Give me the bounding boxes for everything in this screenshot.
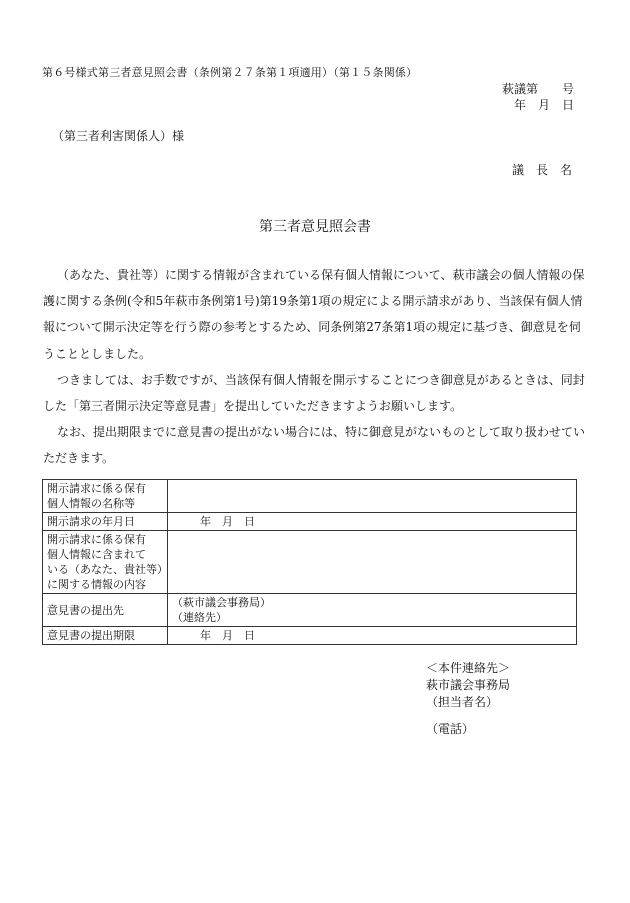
value-line: 年 月 日 xyxy=(200,629,255,642)
row-label-request-date xyxy=(43,513,168,531)
information-table xyxy=(42,479,577,645)
row-label-submission-deadline xyxy=(43,627,168,645)
row-label-info-content xyxy=(43,531,168,594)
addressee: （第三者利害関係人）様 xyxy=(52,129,185,143)
label-line: 意見書の提出期限 xyxy=(47,629,135,642)
label-line: 開示請求に係る保有 xyxy=(47,533,146,546)
row-value-info-content xyxy=(168,531,577,594)
row-value-info-name xyxy=(168,480,577,513)
contact-block xyxy=(426,660,510,738)
table-row xyxy=(43,513,577,531)
table-row xyxy=(43,531,577,594)
label-line: いる（あなた、貴社等） xyxy=(47,563,168,576)
table-row xyxy=(43,594,577,627)
row-label-info-name xyxy=(43,480,168,513)
value-line: （連絡先） xyxy=(172,611,227,624)
label-line: 意見書の提出先 xyxy=(47,603,124,617)
label-line: 個人情報に含まれて xyxy=(47,548,146,561)
contact-phone: （電話） xyxy=(426,722,475,736)
document-number: 萩議第 号 xyxy=(501,82,574,96)
label-line: 開示請求に係る保有 xyxy=(47,482,146,495)
contact-office: 萩市議会事務局 xyxy=(426,678,511,692)
table-row xyxy=(43,627,577,645)
contact-heading: ＜本件連絡先＞ xyxy=(426,661,511,675)
body-text xyxy=(43,262,588,472)
body-paragraph-3: なお、提出期限までに意見書の提出がない場合には、特に御意見がないものとして取り扱わせていただきます。 xyxy=(43,425,586,466)
body-paragraph-2: つきましては、お手数ですが、当該保有個人情報を開示することにつき御意見があるときは、同封した「第三者開示決定等意見書」を提出していただきますようお願いします。 xyxy=(43,372,585,414)
row-value-submission-deadline xyxy=(168,627,577,645)
label-line: 個人情報の名称等 xyxy=(47,497,135,510)
value-line: 年 月 日 xyxy=(200,515,255,528)
table-row xyxy=(43,480,577,513)
row-label-submission-destination xyxy=(43,594,168,627)
row-value-request-date xyxy=(168,513,577,531)
sender-chairperson: 議 長 名 xyxy=(511,163,572,177)
contact-person: （担当者名） xyxy=(426,695,499,709)
label-line: 開示請求の年月日 xyxy=(47,515,135,528)
document-date: 年 月 日 xyxy=(513,98,574,112)
body-paragraph-1: （あなた、貴社等）に関する情報が含まれている保有個人情報について、萩市議会の個人情報の保護に関する条例(令和5年萩市条例第1号)第19条第1項の規定による開示請求があり、当該保有個人情報について開示決定等を行う際の参考とするため、同条例第27条第1項の規定に基づき、御意見を伺うこととしました。 xyxy=(43,268,585,361)
label-line: に関する情報の内容 xyxy=(47,578,146,591)
form-identifier: 第６号様式第三者意見照会書（条例第２７条第１項適用）（第１５条関係） xyxy=(42,66,418,79)
value-line: （萩市議会事務局） xyxy=(172,596,271,609)
document-title: 第三者意見照会書 xyxy=(259,219,371,235)
row-value-submission-destination xyxy=(168,594,577,627)
